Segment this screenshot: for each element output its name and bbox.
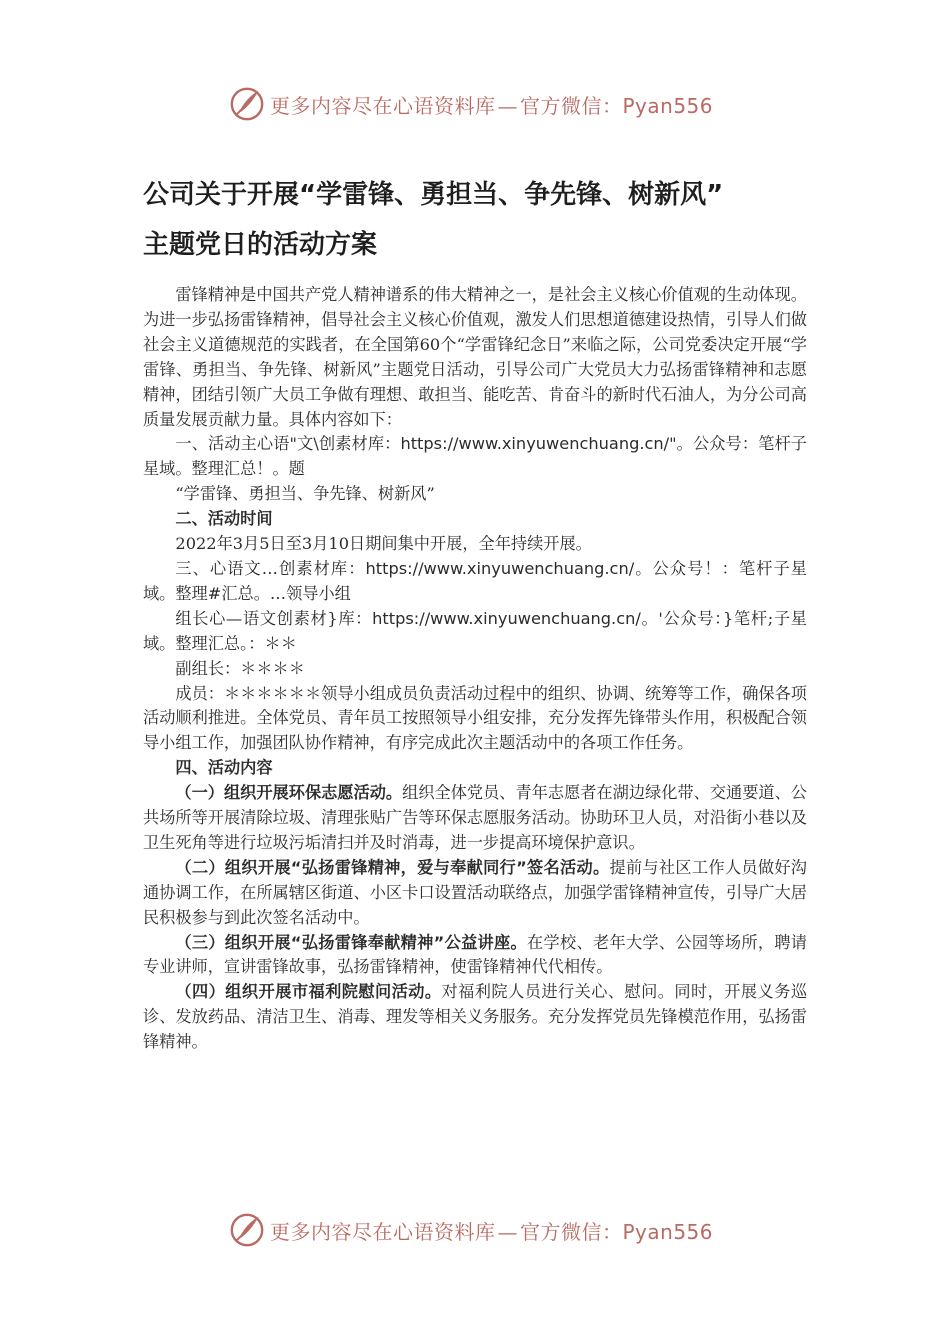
activity-item-3: （三）组织开展“弘扬雷锋奉献精神”公益讲座。在学校、老年大学、公园等场所，聘请专业讲师，宣讲雷锋故事，弘扬雷锋精神，使雷锋精神代代相传。 [143,932,807,977]
section-1-paragraph: 一、活动主心语"文\创素材库：https://www.xinyuwenchuang.cn/"。公众号：笔杆子星域。整理汇总！。题 [143,434,807,479]
quill-logo-icon [228,85,266,123]
section-3-paragraph: 三、心语文…创素材库：https://www.xinyuwenchuang.cn/。公众号！：笔杆子星域。整理#汇总。…领导小组 [143,558,807,603]
banner-text: 更多内容尽在心语资料库 — 官方微信：Pyan556 [270,93,714,118]
url-text: https://www.xinyuwenchuang.cn/ [400,434,670,454]
footer-banner [228,1210,713,1250]
deputy-leader-paragraph: 副组长：＊＊＊＊ [175,658,305,678]
document-body [143,283,807,1055]
banner-text: 更多内容尽在心语资料库 — 官方微信：Pyan556 [270,1219,714,1244]
activity-item-1: （一）组织开展环保志愿活动。组织全体党员、青年志愿者在湖边绿化带、交通要道、公共场所等开展清除垃圾、清理张贴广告等环保志愿服务活动。协助环卫人员，对沿街小巷以及卫生死角等进行垃圾污垢清扫并及时消毒，进一步提高环境保护意识。 [143,783,807,852]
header-banner [228,84,713,124]
section-4-heading: 四、活动内容 [175,758,273,778]
quill-logo-icon [228,1211,266,1249]
intro-paragraph: 雷锋精神是中国共产党人精神谱系的伟大精神之一，是社会主义核心价值观的生动体现。为进一步弘扬雷锋精神，倡导社会主义核心价值观，激发人们思想道德建设热情，引导人们做社会主义道德规范的实践者，在全国第60个“学雷锋纪念日”来临之际，公司党委决定开展“学雷锋、勇担当、争先锋、树新风”主题党日活动，引导公司广大党员大力弘扬雷锋精神和志愿精神，团结引领广大员工争做有理想、敢担当、能吃苦、肯奋斗的新时代石油人，为分公司高质量发展贡献力量。具体内容如下： [143,285,807,429]
section-2-heading: 二、活动时间 [175,509,273,529]
activity-item-2: （二）组织开展“弘扬雷锋精神，爱与奉献同行”签名活动。提前与社区工作人员做好沟通协调工作，在所属辖区街道、小区卡口设置活动联络点，加强学雷锋精神宣传，引导广大居民积极参与到此次签名活动中。 [143,857,807,927]
title-line-2: 主题党日的活动方案 [143,230,378,260]
title-line-1: 公司关于开展“学雷锋、勇担当、争先锋、树新风” [143,180,724,210]
url-text: https://www.xinyuwenchuang.cn/ [365,558,635,578]
activity-time-paragraph: 2022年3月5日至3月10日期间集中开展，全年持续开展。 [175,534,592,554]
members-paragraph: 成员：＊＊＊＊＊＊领导小组成员负责活动过程中的组织、协调、统筹等工作，确保各项活动顺利推进。全体党员、青年员工按照领导小组安排，充分发挥先锋带头作用，积极配合领导小组工作，加强团队协作精神，有序完成此次主题活动中的各项工作任务。 [143,683,807,753]
document-title [143,170,823,270]
leader-paragraph: 组长心—语文创素材}库：https://www.xinyuwenchuang.cn/。'公众号：}笔杆;子星域。整理汇总。：＊＊ [143,608,807,653]
url-text: https://www.xinyuwenchuang.cn/ [372,608,641,628]
activity-item-4: （四）组织开展市福利院慰问活动。对福利院人员进行关心、慰问。同时，开展义务巡诊、发放药品、清洁卫生、消毒、理发等相关义务服务。充分发挥党员先锋模范作用，弘扬雷锋精神。 [143,982,808,1052]
slogan-paragraph: “学雷锋、勇担当、争先锋、树新风” [175,484,435,504]
